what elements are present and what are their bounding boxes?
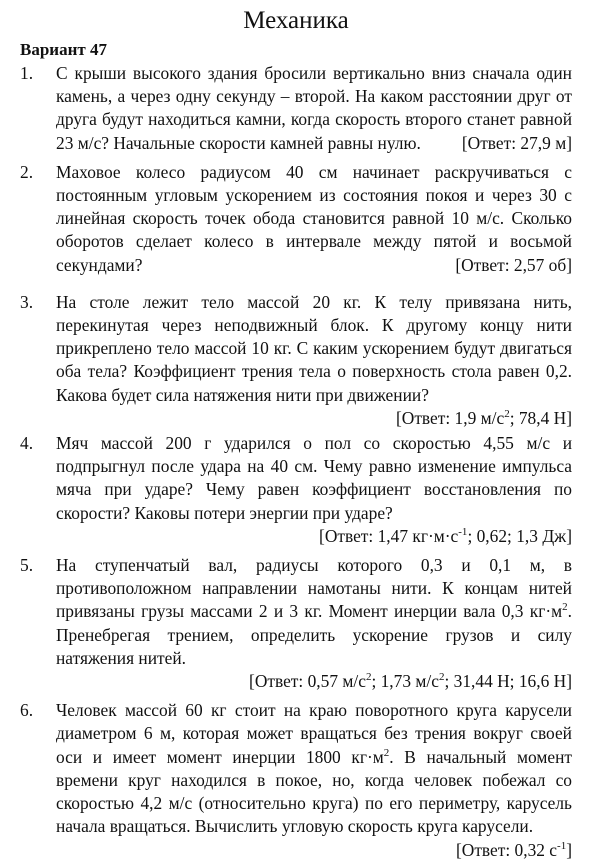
answer-part: ] [566,839,572,860]
problem-1 [20,62,572,155]
problem-number: 6. [20,700,34,721]
answer-superscript: 2 [438,671,445,684]
variant-heading: Вариант 47 [20,40,107,59]
problem-statement: Мяч массой 200 г ударился о пол со скоростью 4,55 м/с и подпрыгнул после удара на 40 см. Чему равно изменение импульса мяча при ударе? Чему равен коэффициент восстановления по скорости? Каковы потери энергии при ударе? [56,433,572,523]
problem-2 [20,161,572,277]
problem-statement: С крыши высокого здания бросили вертикально вниз сначала один камень, а через одну секунду – второй. На каком расстоянии друг от друга будут находиться камни, когда скорость второго станет равной 23 м/с? Начальные скорости камней равны нулю. [56,63,572,153]
answer-part: [Ответ: 1,47 кг·м·с [319,525,459,546]
problem-number: 1. [20,63,34,83]
problem-text [56,161,572,277]
statement-superscript: 2 [562,601,568,614]
problem-statement-cont: . В начальный момент времени круг находился в покое, но, когда человек побежал со скоростью 4,2 м/с (относительно круга) по его периметру, карусель начала вращаться. Вычислить угловую скорость круга карусели. [56,746,572,837]
problem-number: 4. [20,433,34,454]
problem-answer [396,407,572,430]
answer-part: ; 0,62; 1,3 Дж] [467,525,572,546]
problem-answer: [Ответ: 27,9 м] [461,132,572,153]
problem-text [56,554,572,693]
problem-statement: Маховое колесо радиусом 40 см начинает раскручиваться с постоянным угловым ускорением из состояния покоя и через 30 с линейная скорость точек обода становится равной 10 м/с. Сколько оборотов сделает колесо в интервале между пятой и восьмой секундами? [56,161,572,275]
statement-superscript: 2 [383,746,390,759]
problem-statement: Человек массой 60 кг стоит на краю поворотного круга карусели диаметром 6 м, которая может вращаться без трения вокруг своей оси и имеет момент инерции 1800 кг·м [56,700,572,767]
problem-number: 2. [20,161,34,182]
answer-part: [Ответ: 0,32 с [455,839,558,860]
problem-answer [456,839,572,862]
answer-part: [Ответ: 0,57 м/с [249,671,366,692]
answer-superscript: 2 [504,408,510,421]
problem-statement: На столе лежит тело массой 20 кг. К телу привязана нить, перекинутая через неподвижный блок. К другому концу нити прикреплено тело массой 10 кг. С каким ускорением будут двигаться оба тела? Коэффициент трения тела о поверхность стола равен 0,2. Какова будет сила натяжения нити при движении? [56,291,572,405]
problem-text [56,432,572,548]
answer-superscript: -1 [557,839,567,852]
problem-statement: На ступенчатый вал, радиусы которого 0,3 и 0,1 м, в противоположном направлении намотаны нити. К концам нитей привязаны грузы массами 2 и 3 кг. Момент инерции вала 0,3 кг·м [56,555,572,622]
answer-part: ; 31,44 Н; 16,6 Н] [444,671,572,692]
problem-statement-cont: . Пренебрегая трением, определить ускорение грузов и силу натяжения нитей. [56,601,572,668]
problem-answer [56,670,572,693]
problem-4 [20,432,572,548]
problem-text [56,291,572,430]
answer-part: ; 78,4 Н] [509,407,572,428]
problem-6 [20,699,572,861]
problem-3 [20,291,572,430]
problem-answer: [Ответ: 2,57 об] [455,254,572,275]
answer-superscript: 2 [365,671,372,684]
problem-answer [56,525,572,548]
problem-text [56,62,572,155]
problem-number: 3. [20,291,34,312]
problem-number: 5. [20,555,34,576]
answer-superscript: -1 [458,526,468,539]
answer-part: [Ответ: 1,9 м/с [395,407,505,428]
problem-text [56,699,572,861]
page-title: Механика [243,7,349,34]
problem-5 [20,554,572,693]
answer-part: ; 1,73 м/с [371,671,439,692]
